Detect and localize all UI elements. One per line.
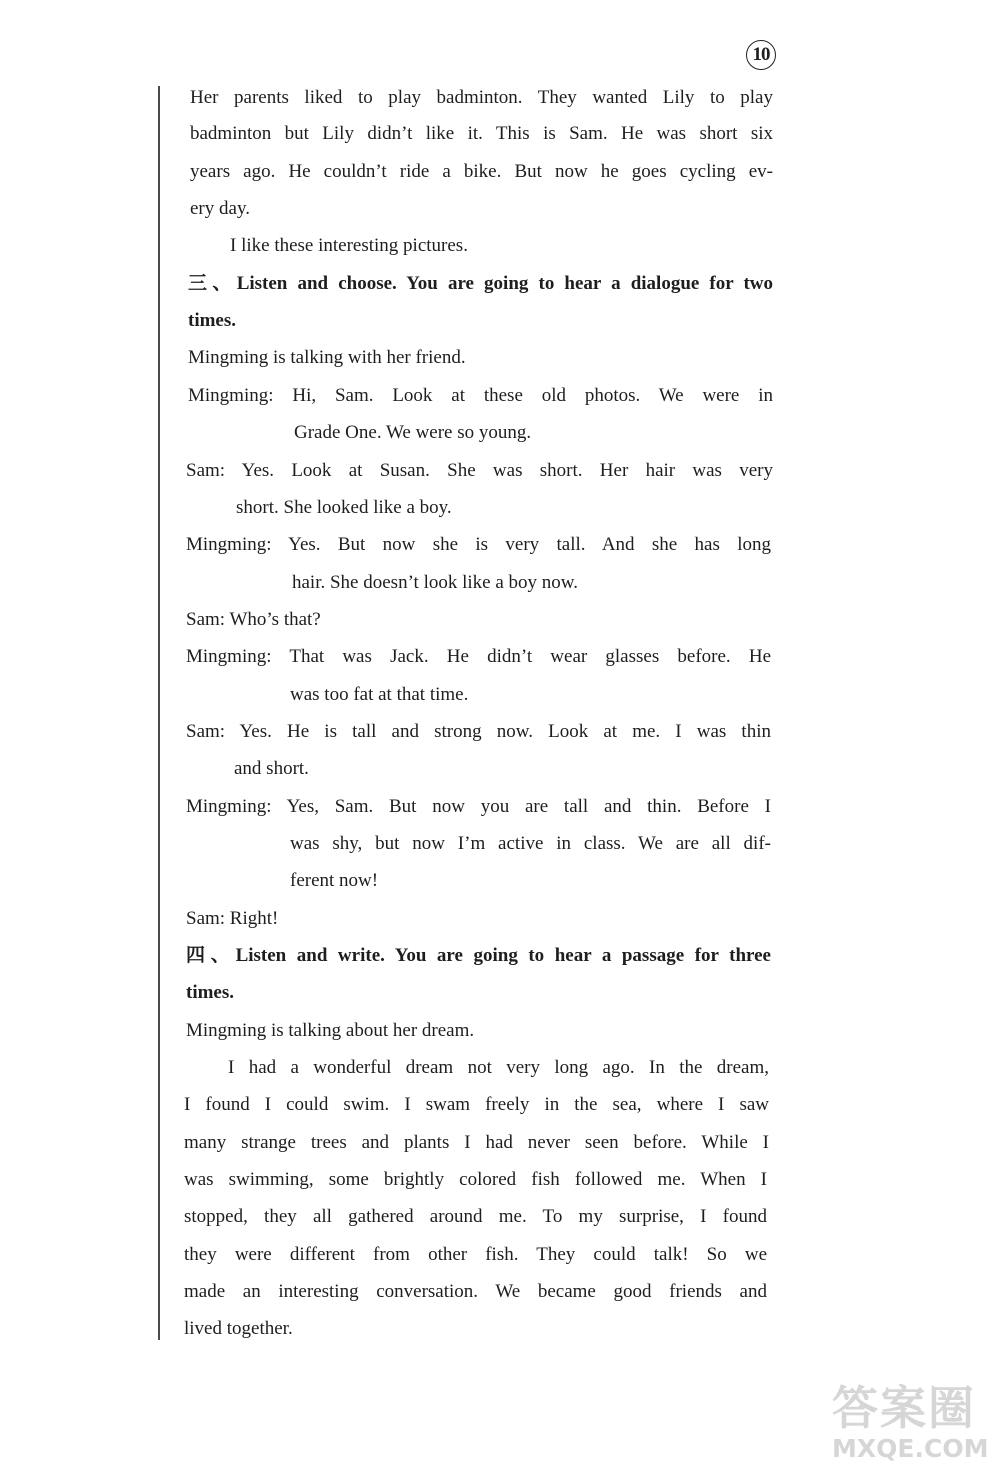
section-heading-cont: times. bbox=[188, 310, 237, 331]
dialogue-line-cont: hair. She doesn’t look like a boy now. bbox=[292, 572, 579, 593]
dialogue-line: Sam: Who’s that? bbox=[186, 609, 321, 630]
text-line: many strange trees and plants I had never seen before. While I bbox=[184, 1132, 769, 1153]
dialogue-line: Sam: Yes. He is tall and strong now. Look at me. I was thin bbox=[186, 721, 771, 742]
text-line: Her parents liked to play badminton. They wanted Lily to play bbox=[190, 87, 773, 108]
text-line: stopped, they all gathered around me. To my surprise, I found bbox=[184, 1206, 767, 1227]
section-heading: 三、Listen and choose. You are going to hear a dialogue for two bbox=[188, 273, 773, 294]
watermark-logo-text: 答案圈 bbox=[832, 1381, 976, 1435]
text-line: I found I could swim. I swam freely in the sea, where I saw bbox=[184, 1094, 769, 1115]
dialogue-line-cont: short. She looked like a boy. bbox=[236, 497, 452, 518]
dialogue-line-cont: and short. bbox=[234, 758, 309, 779]
dialogue-line-cont: was shy, but now I’m active in class. We are all dif- bbox=[290, 833, 771, 854]
text-line: was swimming, some brightly colored fish followed me. When I bbox=[184, 1169, 767, 1190]
section-heading-cont: times. bbox=[186, 982, 235, 1003]
dialogue-line: Mingming: Yes. But now she is very tall. And she has long bbox=[186, 534, 771, 555]
text-line: made an interesting conversation. We became good friends and bbox=[184, 1281, 767, 1302]
left-margin-rule bbox=[158, 86, 160, 1340]
site-watermark bbox=[832, 1372, 992, 1468]
text-line: Mingming is talking with her friend. bbox=[188, 347, 466, 368]
text-line: lived together. bbox=[184, 1318, 293, 1339]
dialogue-line: Mingming: Hi, Sam. Look at these old photos. We were in bbox=[188, 385, 773, 406]
text-line: Mingming is talking about her dream. bbox=[186, 1020, 475, 1041]
text-line: they were different from other fish. They could talk! So we bbox=[184, 1244, 767, 1265]
dialogue-line-cont: Grade One. We were so young. bbox=[294, 422, 532, 443]
dialogue-line-cont: ferent now! bbox=[290, 870, 379, 891]
text-line: badminton but Lily didn’t like it. This is Sam. He was short six bbox=[190, 123, 773, 144]
dialogue-line: Sam: Yes. Look at Susan. She was short. Her hair was very bbox=[186, 460, 773, 481]
page-number-badge: 10 bbox=[746, 40, 776, 70]
dialogue-line: Mingming: That was Jack. He didn’t wear glasses before. He bbox=[186, 646, 771, 667]
text-line: I had a wonderful dream not very long ago. In the dream, bbox=[228, 1057, 769, 1078]
watermark-url-text: MXQE.COM bbox=[832, 1434, 989, 1463]
dialogue-line: Sam: Right! bbox=[186, 908, 279, 929]
section-heading: 四、Listen and write. You are going to hear a passage for three bbox=[186, 945, 771, 966]
dialogue-line: Mingming: Yes, Sam. But now you are tall and thin. Before I bbox=[186, 796, 771, 817]
text-line: ery day. bbox=[190, 198, 250, 219]
text-line: I like these interesting pictures. bbox=[230, 235, 468, 256]
text-line: years ago. He couldn’t ride a bike. But now he goes cycling ev- bbox=[190, 161, 773, 182]
dialogue-line-cont: was too fat at that time. bbox=[290, 684, 469, 705]
